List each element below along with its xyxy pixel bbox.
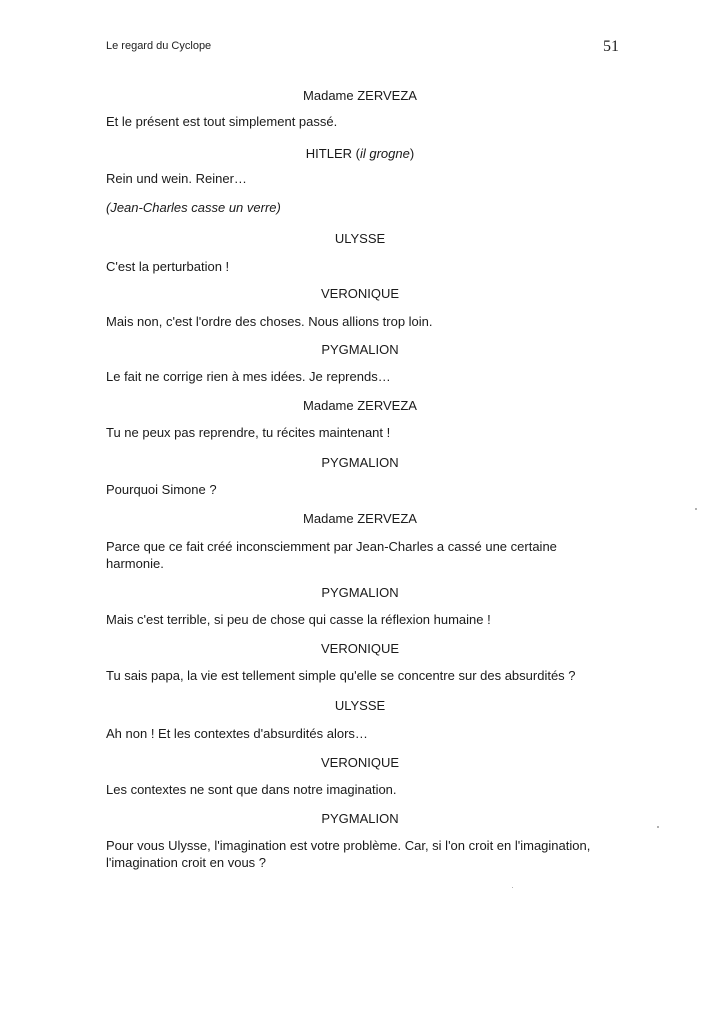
page-number: 51 [603, 38, 619, 55]
speaker-name: Madame ZERVEZA [303, 398, 417, 413]
speaker-name [0, 145, 720, 162]
speaker-name: Madame ZERVEZA [303, 511, 417, 526]
stage-note: il grogne [359, 146, 410, 161]
speaker-name: PYGMALION [321, 811, 399, 826]
dialogue-line: Les contextes ne sont que dans notre imagination. [106, 782, 397, 797]
dialogue-line: Pour vous Ulysse, l'imagination est votre problème. Car, si l'on croit en l'imagination, l'imagination croit en vous ? [106, 838, 591, 870]
dialogue-line: Parce que ce fait créé inconsciemment par Jean-Charles a cassé une certaine harmonie. [106, 539, 557, 571]
speaker-name: PYGMALION [321, 585, 399, 600]
header-title: Le regard du Cyclope [106, 40, 212, 52]
stage-note-open: ( [355, 146, 360, 161]
dialogue-line: Tu ne peux pas reprendre, tu récites maintenant ! [106, 425, 391, 440]
dialogue-line: Mais non, c'est l'ordre des choses. Nous allions trop loin. [106, 314, 433, 329]
speaker-name: PYGMALION [321, 342, 399, 357]
scan-speck [512, 887, 513, 888]
speaker-name-text: HITLER [305, 146, 353, 161]
speaker-name: ULYSSE [334, 231, 386, 246]
speaker-name: ULYSSE [334, 698, 386, 713]
dialogue-line: Pourquoi Simone ? [106, 482, 217, 497]
dialogue-line: Et le présent est tout simplement passé. [106, 114, 338, 129]
dialogue-line: Tu sais papa, la vie est tellement simple qu'elle se concentre sur des absurdités ? [106, 668, 576, 683]
dialogue-line: C'est la perturbation ! [106, 259, 230, 274]
speaker-name: PYGMALION [321, 455, 399, 470]
scan-speck [657, 826, 659, 828]
dialogue-line: Le fait ne corrige rien à mes idées. Je reprends… [106, 369, 391, 384]
dialogue-line: Mais c'est terrible, si peu de chose qui casse la réflexion humaine ! [106, 612, 491, 627]
dialogue-line: Ah non ! Et les contextes d'absurdités alors… [106, 726, 368, 741]
speaker-name: VERONIQUE [320, 755, 399, 770]
speaker-name: VERONIQUE [320, 641, 399, 656]
stage-note-close: ) [409, 146, 415, 161]
stage-direction: (Jean-Charles casse un verre) [106, 200, 281, 215]
dialogue-line: Rein und wein. Reiner… [106, 171, 247, 186]
speaker-name: Madame ZERVEZA [303, 88, 417, 103]
scan-speck [695, 508, 697, 510]
speaker-name: VERONIQUE [320, 286, 399, 301]
